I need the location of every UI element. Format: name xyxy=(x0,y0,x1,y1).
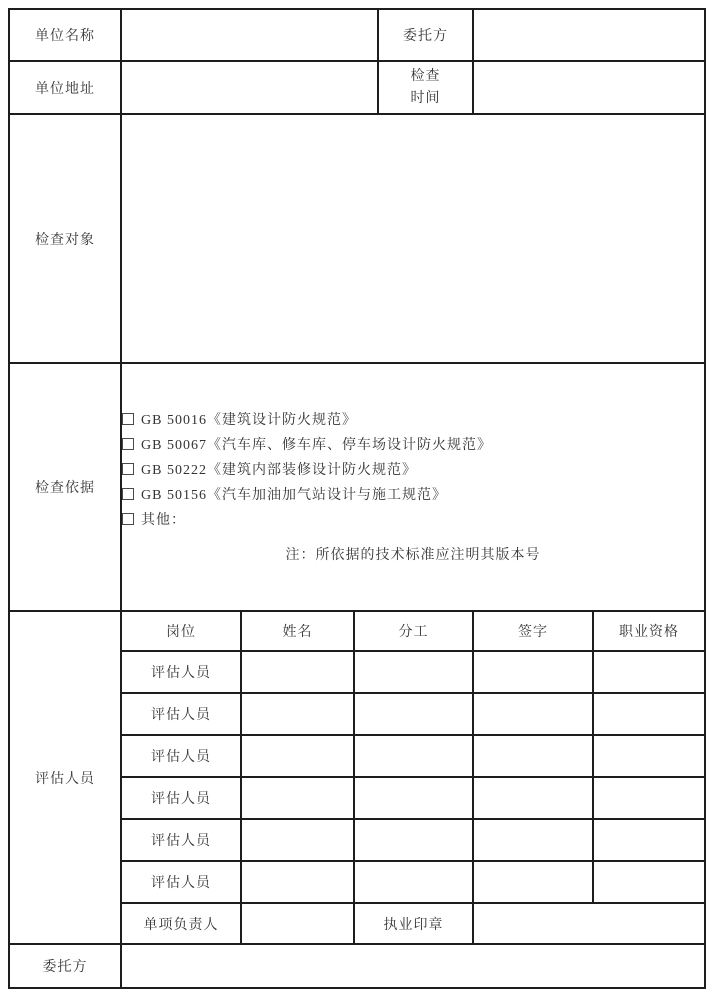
inspection-time-label-line2: 时间 xyxy=(410,90,441,106)
basis-option-label: GB 50016《建筑设计防火规范》 xyxy=(141,413,357,428)
checkbox-unchecked-icon[interactable] xyxy=(122,513,134,525)
practice-seal-label: 执业印章 xyxy=(354,903,473,944)
assessor-signature-field[interactable] xyxy=(473,693,593,735)
assessor-duty-field[interactable] xyxy=(354,693,473,735)
unit-address-field[interactable] xyxy=(121,61,378,114)
column-header-name: 姓名 xyxy=(241,611,354,651)
assessor-qualification-field[interactable] xyxy=(593,861,705,903)
checkbox-unchecked-icon[interactable] xyxy=(122,488,134,500)
inspection-time-label-line1: 检查 xyxy=(410,68,441,84)
assessor-signature-field[interactable] xyxy=(473,861,593,903)
checkbox-unchecked-icon[interactable] xyxy=(122,413,134,425)
table-row xyxy=(9,114,705,363)
assessor-duty-field[interactable] xyxy=(354,735,473,777)
table-row xyxy=(9,363,705,611)
table-row xyxy=(9,61,705,114)
column-header-position: 岗位 xyxy=(121,611,241,651)
assessor-qualification-field[interactable] xyxy=(593,819,705,861)
inspection-target-label: 检查对象 xyxy=(9,114,121,363)
inspection-basis-content xyxy=(121,363,705,611)
assessor-role-cell: 评估人员 xyxy=(121,819,241,861)
unit-name-label: 单位名称 xyxy=(9,9,121,61)
basis-option-gb50067[interactable] xyxy=(122,432,704,457)
column-header-qualification: 职业资格 xyxy=(593,611,705,651)
assessor-qualification-field[interactable] xyxy=(593,693,705,735)
assessors-label: 评估人员 xyxy=(9,611,121,944)
unit-name-field[interactable] xyxy=(121,9,378,61)
column-header-signature: 签字 xyxy=(473,611,593,651)
project-leader-name-field[interactable] xyxy=(241,903,354,944)
assessor-role-cell: 评估人员 xyxy=(121,777,241,819)
assessor-role-cell: 评估人员 xyxy=(121,693,241,735)
inspection-target-field[interactable] xyxy=(121,114,705,363)
client-signature-label: 委托方 xyxy=(9,944,121,988)
assessor-name-field[interactable] xyxy=(241,861,354,903)
assessor-duty-field[interactable] xyxy=(354,819,473,861)
assessor-signature-field[interactable] xyxy=(473,819,593,861)
client-signature-row xyxy=(9,944,705,988)
assessor-duty-field[interactable] xyxy=(354,651,473,693)
assessor-name-field[interactable] xyxy=(241,693,354,735)
unit-address-label: 单位地址 xyxy=(9,61,121,114)
basis-option-gb50222[interactable] xyxy=(122,457,704,482)
basis-option-label: 其他： xyxy=(141,513,186,528)
table-header-row xyxy=(9,611,705,651)
practice-seal-field[interactable] xyxy=(473,903,705,944)
assessor-role-cell: 评估人员 xyxy=(121,735,241,777)
basis-option-label: GB 50067《汽车库、修车库、停车场设计防火规范》 xyxy=(141,438,492,453)
client-field[interactable] xyxy=(473,9,705,61)
basis-option-label: GB 50156《汽车加油加气站设计与施工规范》 xyxy=(141,488,447,503)
client-label: 委托方 xyxy=(378,9,473,61)
assessor-name-field[interactable] xyxy=(241,651,354,693)
assessor-role-cell: 评估人员 xyxy=(121,651,241,693)
assessor-name-field[interactable] xyxy=(241,735,354,777)
inspection-basis-label: 检查依据 xyxy=(9,363,121,611)
project-leader-label: 单项负责人 xyxy=(121,903,241,944)
table-row xyxy=(9,9,705,61)
assessor-duty-field[interactable] xyxy=(354,861,473,903)
assessor-qualification-field[interactable] xyxy=(593,651,705,693)
assessor-qualification-field[interactable] xyxy=(593,735,705,777)
basis-option-label: GB 50222《建筑内部装修设计防火规范》 xyxy=(141,463,417,478)
assessor-qualification-field[interactable] xyxy=(593,777,705,819)
assessor-role-cell: 评估人员 xyxy=(121,861,241,903)
basis-note: 注：所依据的技术标准应注明其版本号 xyxy=(285,547,541,563)
inspection-time-label xyxy=(378,61,473,114)
assessor-signature-field[interactable] xyxy=(473,777,593,819)
assessor-duty-field[interactable] xyxy=(354,777,473,819)
checkbox-unchecked-icon[interactable] xyxy=(122,438,134,450)
basis-option-gb50156[interactable] xyxy=(122,482,704,507)
assessor-name-field[interactable] xyxy=(241,819,354,861)
client-signature-field[interactable] xyxy=(121,944,705,988)
fire-inspection-form-table xyxy=(8,8,706,989)
inspection-time-field[interactable] xyxy=(473,61,705,114)
assessor-name-field[interactable] xyxy=(241,777,354,819)
assessor-signature-field[interactable] xyxy=(473,735,593,777)
basis-option-other[interactable] xyxy=(122,507,704,532)
column-header-duty: 分工 xyxy=(354,611,473,651)
basis-option-gb50016[interactable] xyxy=(122,407,704,432)
checkbox-unchecked-icon[interactable] xyxy=(122,463,134,475)
assessor-signature-field[interactable] xyxy=(473,651,593,693)
